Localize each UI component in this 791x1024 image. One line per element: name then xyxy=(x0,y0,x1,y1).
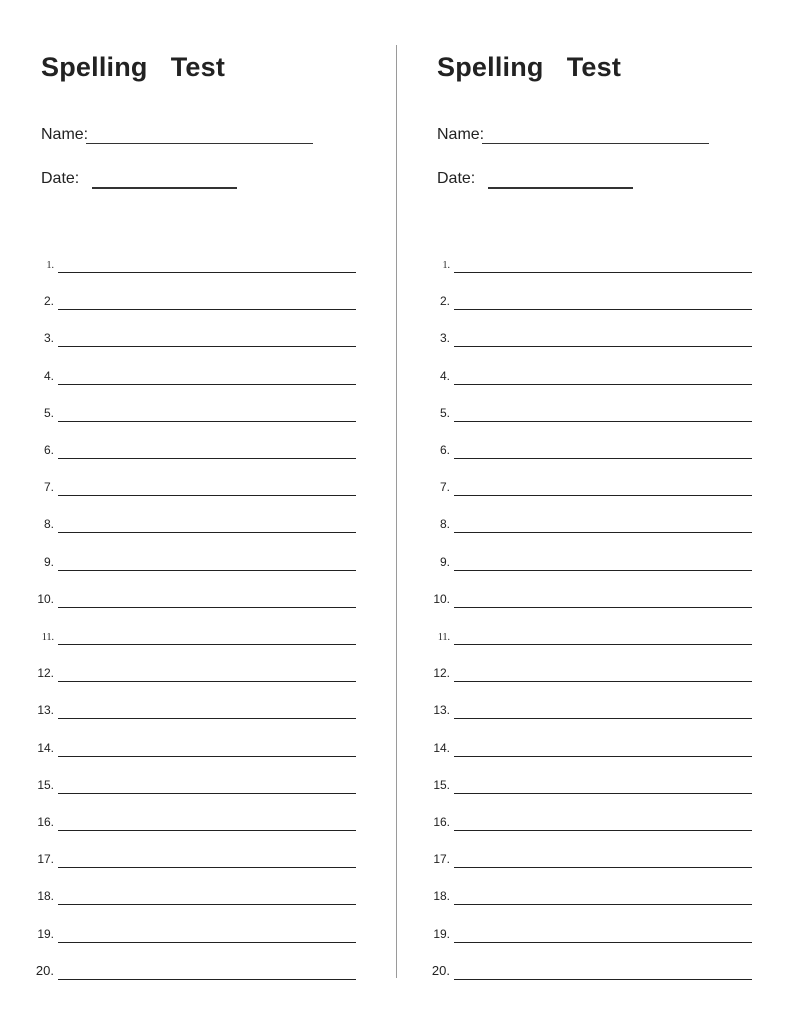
answer-row xyxy=(396,737,756,757)
answer-row xyxy=(0,588,360,608)
answer-number: 14. xyxy=(37,740,54,755)
answer-write-line[interactable] xyxy=(58,979,356,980)
answer-write-line[interactable] xyxy=(58,942,356,943)
answer-row xyxy=(396,551,756,571)
answer-row xyxy=(396,699,756,719)
answer-write-line[interactable] xyxy=(454,793,752,794)
answer-number: 17. xyxy=(433,852,450,867)
answer-number: 16. xyxy=(433,815,450,829)
answer-number: 1. xyxy=(442,260,450,271)
answer-write-line[interactable] xyxy=(58,384,356,385)
sheet-title: Spelling Test xyxy=(41,52,226,82)
answer-number: 4. xyxy=(439,368,450,383)
answer-number: 18. xyxy=(37,889,54,904)
answer-row xyxy=(396,885,756,905)
answer-row xyxy=(0,327,360,347)
answer-write-line[interactable] xyxy=(454,681,752,682)
answer-write-line[interactable] xyxy=(58,309,356,310)
answer-row xyxy=(396,923,756,943)
answer-number: 4. xyxy=(43,368,54,383)
answer-write-line[interactable] xyxy=(454,570,752,571)
spelling-test-sheet-left xyxy=(0,0,360,1024)
answer-row xyxy=(396,588,756,608)
answer-number: 9. xyxy=(439,554,450,569)
answer-write-line[interactable] xyxy=(58,458,356,459)
name-label: Name: xyxy=(41,126,89,143)
spelling-test-sheet-right xyxy=(396,0,756,1024)
answer-row xyxy=(0,290,360,310)
answer-row xyxy=(396,848,756,868)
answer-number: 19. xyxy=(37,926,54,941)
answer-number: 11. xyxy=(437,632,450,643)
answer-number: 5. xyxy=(43,405,54,420)
answer-list xyxy=(396,0,756,1024)
answer-write-line[interactable] xyxy=(454,979,752,980)
answer-write-line[interactable] xyxy=(454,830,752,831)
answer-row xyxy=(0,923,360,943)
answer-row xyxy=(0,662,360,682)
answer-row xyxy=(0,365,360,385)
answer-write-line[interactable] xyxy=(58,607,356,608)
answer-number: 18. xyxy=(433,889,450,904)
answer-write-line[interactable] xyxy=(58,346,356,347)
answer-write-line[interactable] xyxy=(454,384,752,385)
answer-write-line[interactable] xyxy=(454,756,752,757)
answer-row xyxy=(0,774,360,794)
answer-number: 2. xyxy=(43,294,54,309)
answer-write-line[interactable] xyxy=(58,532,356,533)
answer-write-line[interactable] xyxy=(454,309,752,310)
answer-row xyxy=(396,811,756,831)
answer-write-line[interactable] xyxy=(454,421,752,422)
answer-write-line[interactable] xyxy=(454,718,752,719)
answer-row xyxy=(396,476,756,496)
answer-number: 15. xyxy=(37,777,54,792)
answer-number: 3. xyxy=(43,331,54,346)
answer-number: 6. xyxy=(439,443,450,457)
answer-write-line[interactable] xyxy=(58,681,356,682)
answer-write-line[interactable] xyxy=(454,644,752,645)
answer-number: 10. xyxy=(37,591,54,606)
answer-write-line[interactable] xyxy=(58,272,356,273)
answer-number: 17. xyxy=(37,852,54,867)
answer-row xyxy=(396,402,756,422)
answer-number: 8. xyxy=(43,517,54,532)
answer-write-line[interactable] xyxy=(58,421,356,422)
answer-row xyxy=(0,551,360,571)
answer-write-line[interactable] xyxy=(58,904,356,905)
answer-row xyxy=(396,439,756,459)
answer-write-line[interactable] xyxy=(454,346,752,347)
answer-row xyxy=(0,960,360,980)
date-label: Date: xyxy=(437,170,476,187)
answer-row xyxy=(0,439,360,459)
answer-write-line[interactable] xyxy=(454,495,752,496)
answer-row xyxy=(0,885,360,905)
answer-number: 2. xyxy=(439,294,450,309)
answer-number: 12. xyxy=(433,666,450,681)
answer-row xyxy=(396,365,756,385)
answer-row xyxy=(0,513,360,533)
answer-row xyxy=(0,476,360,496)
answer-list xyxy=(0,0,360,1024)
answer-number: 15. xyxy=(433,777,450,792)
answer-number: 13. xyxy=(433,703,450,718)
answer-number: 20. xyxy=(431,962,450,978)
answer-number: 7. xyxy=(439,480,450,495)
answer-write-line[interactable] xyxy=(454,607,752,608)
answer-write-line[interactable] xyxy=(58,867,356,868)
answer-number: 8. xyxy=(439,517,450,532)
sheet-title: Spelling Test xyxy=(437,52,622,82)
answer-write-line[interactable] xyxy=(58,830,356,831)
answer-number: 16. xyxy=(37,815,54,829)
answer-number: 20. xyxy=(35,962,54,978)
answer-number: 19. xyxy=(433,926,450,941)
answer-write-line[interactable] xyxy=(58,570,356,571)
date-label: Date: xyxy=(41,170,80,187)
answer-number: 1. xyxy=(46,260,54,271)
answer-number: 6. xyxy=(43,443,54,457)
answer-row xyxy=(0,848,360,868)
answer-number: 5. xyxy=(439,405,450,420)
answer-row xyxy=(396,662,756,682)
answer-number: 13. xyxy=(37,703,54,718)
answer-number: 10. xyxy=(433,591,450,606)
answer-number: 14. xyxy=(433,740,450,755)
answer-write-line[interactable] xyxy=(454,272,752,273)
answer-write-line[interactable] xyxy=(454,458,752,459)
answer-row xyxy=(0,402,360,422)
name-label: Name: xyxy=(437,126,485,143)
answer-row xyxy=(0,253,360,273)
answer-row xyxy=(0,737,360,757)
answer-write-line[interactable] xyxy=(58,495,356,496)
answer-row xyxy=(396,327,756,347)
answer-write-line[interactable] xyxy=(454,867,752,868)
answer-number: 12. xyxy=(37,666,54,681)
answer-number: 7. xyxy=(43,480,54,495)
answer-number: 9. xyxy=(43,554,54,569)
answer-write-line[interactable] xyxy=(454,942,752,943)
answer-write-line[interactable] xyxy=(58,756,356,757)
answer-row xyxy=(396,625,756,645)
answer-number: 3. xyxy=(439,331,450,346)
answer-row xyxy=(396,960,756,980)
answer-row xyxy=(0,625,360,645)
answer-row xyxy=(396,253,756,273)
answer-row xyxy=(396,774,756,794)
answer-write-line[interactable] xyxy=(454,532,752,533)
answer-write-line[interactable] xyxy=(58,793,356,794)
answer-number: 11. xyxy=(41,632,54,643)
answer-write-line[interactable] xyxy=(58,718,356,719)
answer-row xyxy=(396,513,756,533)
answer-write-line[interactable] xyxy=(58,644,356,645)
answer-row xyxy=(396,290,756,310)
answer-write-line[interactable] xyxy=(454,904,752,905)
answer-row xyxy=(0,811,360,831)
answer-row xyxy=(0,699,360,719)
